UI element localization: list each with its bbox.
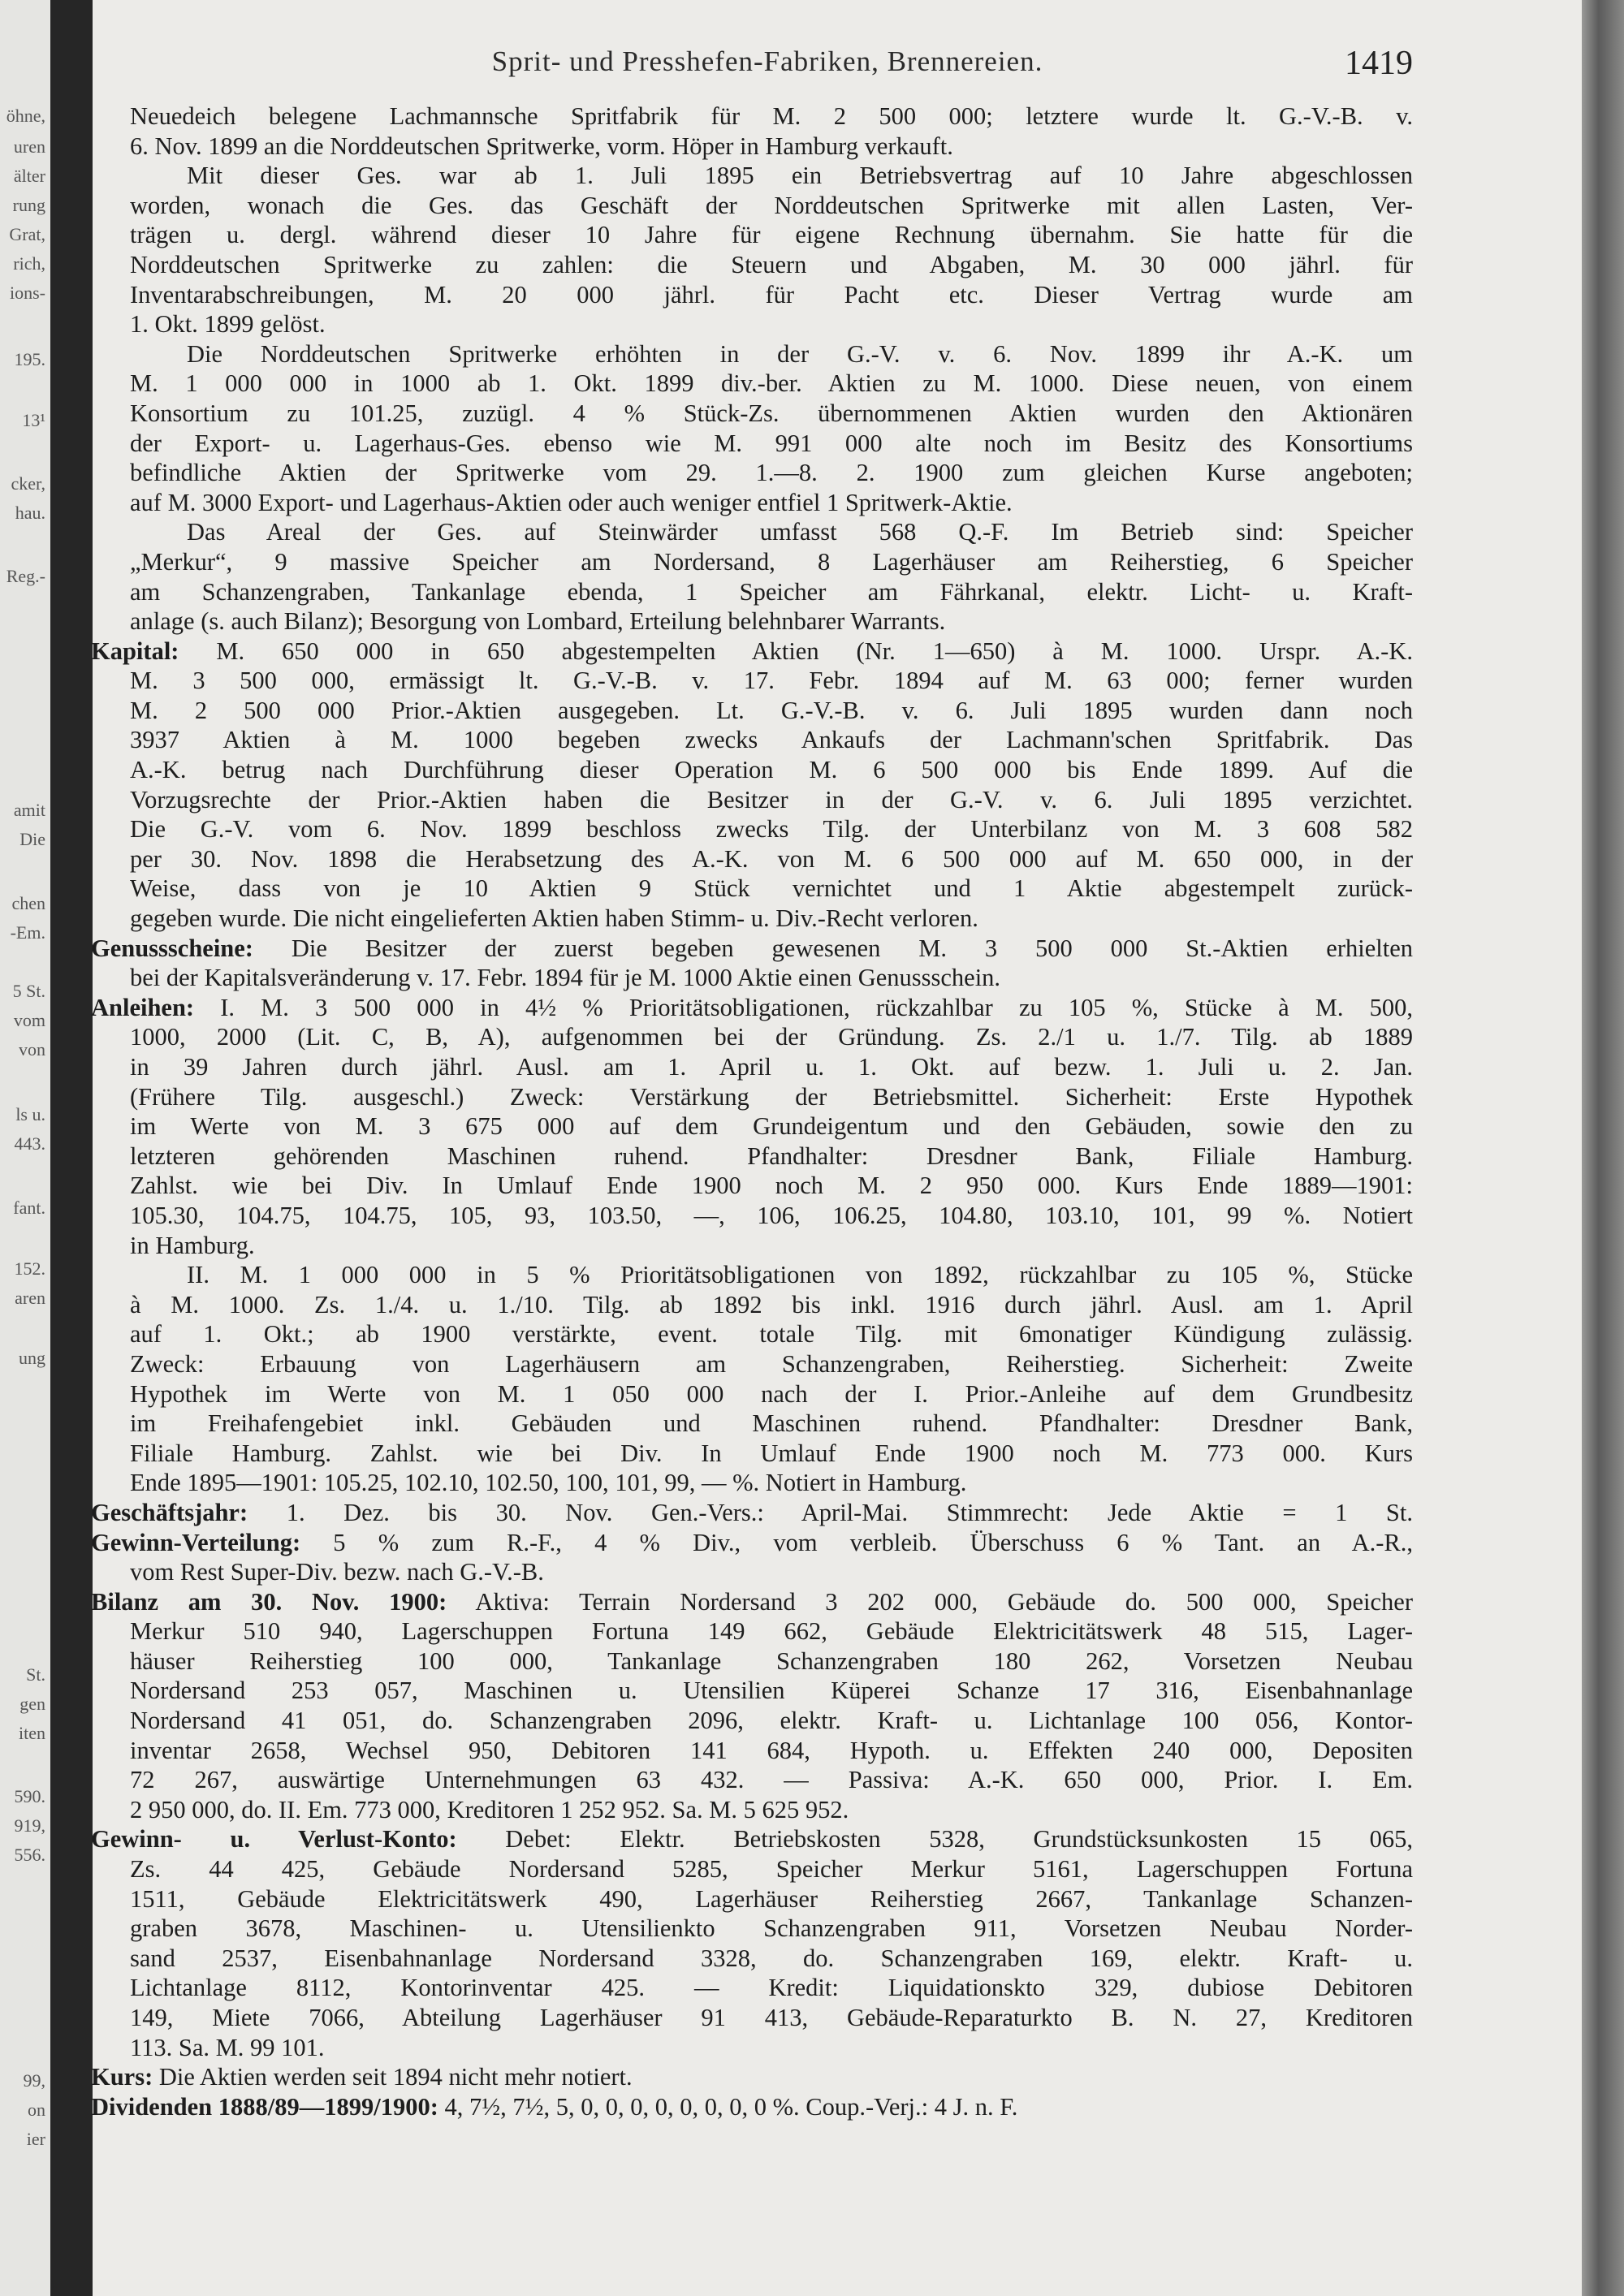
text-line bbox=[130, 309, 1413, 339]
text-line bbox=[130, 1260, 1413, 1290]
text-line bbox=[130, 785, 1413, 815]
line-text: häuser Reiherstieg 100 000, Tankanlage Schanzengraben 180 262, Vorsetzen Neubau bbox=[130, 1646, 1413, 1675]
text-line bbox=[130, 1142, 1413, 1172]
running-title: Sprit- und Presshefen-Fabriken, Brennereien. bbox=[491, 45, 1043, 77]
text-line bbox=[130, 696, 1413, 726]
text-line bbox=[130, 725, 1413, 755]
line-text: 3937 Aktien à M. 1000 begeben zwecks Ankaufs der Lachmann'schen Spritfabrik. Das bbox=[130, 726, 1413, 754]
margin-fragment: -Em. bbox=[10, 922, 45, 943]
line-text: letzteren gehörenden Maschinen ruhend. Pfandhalter: Dresdner Bank, Filiale Hamburg. bbox=[130, 1142, 1413, 1170]
text-line bbox=[130, 1795, 1413, 1825]
line-text: am Schanzengraben, Tankanlage ebenda, 1 Speicher am Fährkanal, elektr. Licht- u. Kraft- bbox=[130, 577, 1413, 606]
line-text: Das Areal der Ges. auf Steinwärder umfasst 568 Q.-F. Im Betrieb sind: Speicher bbox=[187, 518, 1413, 546]
text-line bbox=[130, 280, 1413, 310]
text-line bbox=[130, 1409, 1413, 1439]
line-text: Konsortium zu 101.25, zuzügl. 4 % Stück-Zs. übernommenen Aktien wurden den Aktionären bbox=[130, 399, 1413, 427]
line-text: worden, wonach die Ges. das Geschäft der Norddeutschen Spritwerke mit allen Lasten, Ver- bbox=[130, 191, 1413, 219]
line-text: sand 2537, Eisenbahnanlage Nordersand 3328, do. Schanzengraben 169, elektr. Kraft- u. bbox=[130, 1944, 1413, 1972]
text-line bbox=[130, 1884, 1413, 1914]
margin-fragment: chen bbox=[11, 893, 45, 913]
line-text: Die Aktien werden seit 1894 nicht mehr notiert. bbox=[153, 2063, 633, 2091]
text-line bbox=[130, 1676, 1413, 1706]
line-text: befindliche Aktien der Spritwerke vom 29. 1.—8. 2. 1900 zum gleichen Kurse angeboten; bbox=[130, 459, 1413, 487]
text-line bbox=[130, 488, 1413, 518]
text-line bbox=[130, 547, 1413, 577]
text-line bbox=[130, 1765, 1413, 1795]
line-text: per 30. Nov. 1898 die Herabsetzung des A.-K. von M. 6 500 000 auf M. 650 000, in der bbox=[130, 844, 1413, 873]
text-line bbox=[130, 1944, 1413, 1974]
line-text: I. M. 3 500 000 in 4½ % Prioritätsobligationen, rückzahlbar zu 105 %, Stücke à M. 500, bbox=[194, 993, 1413, 1021]
margin-fragment: ls u. bbox=[15, 1104, 45, 1124]
line-text: Hypothek im Werte von M. 1 050 000 nach der I. Prior.-Anleihe auf dem Grundbesitz bbox=[130, 1379, 1413, 1408]
line-text: gegeben wurde. Die nicht eingelieferten Aktien haben Stimm- u. Div.-Recht verloren. bbox=[130, 904, 978, 933]
text-line bbox=[130, 666, 1413, 696]
line-text: 2 950 000, do. II. Em. 773 000, Kreditoren 1 252 952. Sa. M. 5 625 952. bbox=[130, 1795, 849, 1823]
margin-fragment: von bbox=[19, 1039, 45, 1060]
line-text: 105.30, 104.75, 104.75, 105, 93, 103.50, —, 106, 106.25, 104.80, 103.10, 101, 99 %. Notiert bbox=[130, 1201, 1413, 1229]
section-heading-line bbox=[91, 2062, 1413, 2092]
page-edge-shadow bbox=[1582, 0, 1624, 2296]
line-text: im Werte von M. 3 675 000 auf dem Grundeigentum und den Gebäuden, sowie den zu bbox=[130, 1112, 1413, 1141]
margin-fragment: rung bbox=[12, 195, 45, 215]
margin-fragment: ung bbox=[19, 1348, 45, 1368]
text-line bbox=[130, 1349, 1413, 1379]
section-heading-line bbox=[91, 1498, 1413, 1528]
text-line bbox=[130, 191, 1413, 221]
section-keyword: Dividenden 1888/89—1899/1900: bbox=[91, 2092, 438, 2121]
section-keyword: Kurs: bbox=[91, 2063, 153, 2091]
margin-fragment: amit bbox=[13, 800, 45, 820]
line-text: (Frühere Tilg. ausgeschl.) Zweck: Verstärkung der Betriebsmittel. Sicherheit: Erste Hypothek bbox=[130, 1082, 1413, 1111]
book-gutter-shadow bbox=[50, 0, 93, 2296]
section-heading-line bbox=[91, 2092, 1413, 2122]
margin-fragment: 919, bbox=[14, 1815, 45, 1836]
margin-fragment: 195. bbox=[14, 349, 45, 369]
line-text: 1000, 2000 (Lit. C, B, A), aufgenommen bei der Gründung. Zs. 2./1 u. 1./7. Tilg. ab 1889 bbox=[130, 1023, 1413, 1051]
running-header bbox=[114, 45, 1421, 88]
line-text: im Freihafengebiet inkl. Gebäuden und Maschinen ruhend. Pfandhalter: Dresdner Bank, bbox=[130, 1409, 1413, 1438]
section-heading-line bbox=[91, 934, 1413, 964]
line-text: Weise, dass von je 10 Aktien 9 Stück vernichtet und 1 Aktie abgestempelt zurück- bbox=[130, 874, 1413, 903]
text-line bbox=[130, 1082, 1413, 1112]
line-text: auf 1. Okt.; ab 1900 verstärkte, event. totale Tilg. mit 6monatiger Kündigung zulässig. bbox=[130, 1320, 1413, 1349]
text-line bbox=[130, 1557, 1413, 1587]
line-text: Neuedeich belegene Lachmannsche Spritfabrik für M. 2 500 000; letztere wurde lt. G.-V.-B. v. bbox=[130, 102, 1413, 130]
line-text: anlage (s. auch Bilanz); Besorgung von Lombard, Erteilung belehnbarer Warrants. bbox=[130, 607, 946, 636]
margin-fragment: 152. bbox=[14, 1258, 45, 1279]
page-number: 1419 bbox=[1345, 45, 1413, 82]
section-keyword: Gewinn- u. Verlust-Konto: bbox=[91, 1825, 457, 1854]
margin-fragment: 590. bbox=[14, 1786, 45, 1806]
line-text: A.-K. betrug nach Durchführung dieser Operation M. 6 500 000 bis Ende 1899. Auf die bbox=[130, 756, 1413, 784]
line-text: 149, Miete 7066, Abteilung Lagerhäuser 91 413, Gebäude-Reparaturkto B. N. 27, Kreditoren bbox=[130, 2004, 1413, 2031]
text-line bbox=[130, 1914, 1413, 1944]
line-text: graben 3678, Maschinen- u. Utensilienkto Schanzengraben 911, Vorsetzen Neubau Norder- bbox=[130, 1914, 1413, 1943]
text-line bbox=[130, 844, 1413, 874]
margin-fragment: 99, bbox=[23, 2070, 45, 2091]
line-text: II. M. 1 000 000 in 5 % Prioritätsobligationen von 1892, rückzahlbar zu 105 %, Stücke bbox=[187, 1261, 1413, 1289]
text-line bbox=[130, 220, 1413, 250]
margin-fragment: St. bbox=[26, 1664, 45, 1685]
margin-fragment: Grat, bbox=[9, 224, 45, 244]
text-line bbox=[130, 874, 1413, 904]
line-text: vom Rest Super-Div. bezw. nach G.-V.-B. bbox=[130, 1558, 544, 1586]
text-line bbox=[130, 2033, 1413, 2063]
text-line bbox=[130, 1616, 1413, 1646]
text-line bbox=[130, 963, 1413, 993]
margin-fragment: gen bbox=[19, 1694, 45, 1714]
line-text: Mit dieser Ges. war ab 1. Juli 1895 ein Betriebsvertrag auf 10 Jahre abgeschlossen bbox=[187, 162, 1413, 190]
margin-fragment: älter bbox=[13, 166, 45, 186]
margin-fragment: 443. bbox=[14, 1133, 45, 1154]
text-line bbox=[130, 1646, 1413, 1677]
text-line bbox=[130, 577, 1413, 607]
article-body bbox=[91, 101, 1413, 2121]
text-line bbox=[130, 1231, 1413, 1261]
line-text: 1. Dez. bis 30. Nov. Gen.-Vers.: April-Mai. Stimmrecht: Jede Aktie = 1 St. bbox=[248, 1498, 1413, 1526]
section-heading-line bbox=[91, 637, 1413, 667]
text-line bbox=[130, 1973, 1413, 2003]
margin-fragment: uren bbox=[13, 136, 45, 157]
text-line bbox=[130, 1706, 1413, 1736]
line-text: Aktiva: Terrain Nordersand 3 202 000, Gebäude do. 500 000, Speicher bbox=[447, 1587, 1413, 1616]
margin-fragment: on bbox=[28, 2100, 45, 2120]
line-text: auf M. 3000 Export- und Lagerhaus-Aktien oder auch weniger entfiel 1 Spritwerk-Aktie. bbox=[130, 488, 1013, 516]
line-text: bei der Kapitalsveränderung v. 17. Febr. 1894 für je M. 1000 Aktie einen Genussschein. bbox=[130, 964, 1001, 992]
margin-fragment: hau. bbox=[15, 503, 45, 523]
line-text: Nordersand 41 051, do. Schanzengraben 2096, elektr. Kraft- u. Lichtanlage 100 056, Kontor- bbox=[130, 1707, 1413, 1735]
text-line bbox=[130, 1201, 1413, 1231]
text-line bbox=[130, 369, 1413, 399]
section-heading-line bbox=[91, 993, 1413, 1023]
line-text: 4, 7½, 7½, 5, 0, 0, 0, 0, 0, 0, 0, 0 %. Coup.-Verj.: 4 J. n. F. bbox=[438, 2092, 1018, 2121]
text-line bbox=[130, 1052, 1413, 1082]
text-line bbox=[130, 517, 1413, 547]
line-text: Filiale Hamburg. Zahlst. wie bei Div. In Umlauf Ende 1900 noch M. 773 000. Kurs bbox=[130, 1439, 1413, 1467]
text-line bbox=[130, 1319, 1413, 1349]
line-text: M. 3 500 000, ermässigt lt. G.-V.-B. v. 17. Febr. 1894 auf M. 63 000; ferner wurden bbox=[130, 667, 1413, 695]
line-text: Norddeutschen Spritwerke zu zahlen: die Steuern und Abgaben, M. 30 000 jährl. für bbox=[130, 250, 1413, 278]
margin-fragment: Die bbox=[19, 829, 45, 849]
margin-fragment: 13¹ bbox=[22, 410, 45, 430]
section-keyword: Geschäftsjahr: bbox=[91, 1498, 248, 1526]
line-text: Ende 1895—1901: 105.25, 102.10, 102.50, 100, 101, 99, — %. Notiert in Hamburg. bbox=[130, 1469, 967, 1497]
line-text: Lichtanlage 8112, Kontorinventar 425. — Kredit: Liquidationskto 329, dubiose Debitoren bbox=[130, 1974, 1413, 2002]
line-text: Zahlst. wie bei Div. In Umlauf Ende 1900 noch M. 2 950 000. Kurs Ende 1889—1901: bbox=[130, 1172, 1413, 1200]
margin-fragment: rich, bbox=[13, 253, 45, 274]
text-line bbox=[130, 101, 1413, 132]
line-text: Nordersand 253 057, Maschinen u. Utensilien Küperei Schanze 17 316, Eisenbahnanlage bbox=[130, 1677, 1413, 1705]
text-line bbox=[130, 1379, 1413, 1409]
line-text: Die G.-V. vom 6. Nov. 1899 beschloss zwecks Tilg. der Unterbilanz von M. 3 608 582 bbox=[130, 815, 1413, 844]
line-text: trägen u. dergl. während dieser 10 Jahre für eigene Rechnung übernahm. Sie hatte für die bbox=[130, 221, 1413, 249]
text-line bbox=[130, 1439, 1413, 1469]
text-line bbox=[130, 161, 1413, 191]
line-text: Zs. 44 425, Gebäude Nordersand 5285, Speicher Merkur 5161, Lagerschuppen Fortuna bbox=[130, 1855, 1413, 1884]
margin-fragment: 556. bbox=[14, 1845, 45, 1865]
margin-fragment: cker, bbox=[11, 473, 45, 494]
line-text: M. 2 500 000 Prior.-Aktien ausgegeben. Lt. G.-V.-B. v. 6. Juli 1895 wurden dann noch bbox=[130, 696, 1413, 724]
line-text: M. 650 000 in 650 abgestempelten Aktien (Nr. 1—650) à M. 1000. Urspr. A.-K. bbox=[179, 637, 1413, 665]
line-text: 6. Nov. 1899 an die Norddeutschen Spritwerke, vorm. Höper in Hamburg verkauft. bbox=[130, 132, 953, 160]
margin-fragment: fant. bbox=[13, 1198, 45, 1218]
text-line bbox=[130, 339, 1413, 369]
text-line bbox=[130, 1736, 1413, 1766]
margin-fragment: ions- bbox=[10, 283, 45, 303]
line-text: inventar 2658, Wechsel 950, Debitoren 141 684, Hypoth. u. Effekten 240 000, Depositen bbox=[130, 1736, 1413, 1764]
line-text: Die Norddeutschen Spritwerke erhöhten in der G.-V. v. 6. Nov. 1899 ihr A.-K. um bbox=[187, 339, 1413, 368]
section-keyword: Anleihen: bbox=[91, 993, 195, 1021]
text-line bbox=[130, 458, 1413, 488]
line-text: 1. Okt. 1899 gelöst. bbox=[130, 310, 326, 339]
line-text: in 39 Jahren durch jährl. Ausl. am 1. April u. 1. Okt. auf bezw. 1. Juli u. 2. Jan. bbox=[130, 1053, 1413, 1081]
section-keyword: Gewinn-Verteilung: bbox=[91, 1528, 301, 1556]
section-heading-line bbox=[91, 1824, 1413, 1854]
line-text: in Hamburg. bbox=[130, 1231, 255, 1259]
section-keyword: Kapital: bbox=[91, 637, 179, 665]
line-text: M. 1 000 000 in 1000 ab 1. Okt. 1899 div.-ber. Aktien zu M. 1000. Diese neuen, von einem bbox=[130, 369, 1413, 398]
section-heading-line bbox=[91, 1587, 1413, 1617]
text-line bbox=[130, 1111, 1413, 1142]
margin-fragment: aren bbox=[15, 1288, 45, 1308]
text-line bbox=[130, 132, 1413, 162]
text-line bbox=[130, 1290, 1413, 1320]
line-text: Zweck: Erbauung von Lagerhäusern am Schanzengraben, Reiherstieg. Sicherheit: Zweite bbox=[130, 1349, 1413, 1378]
text-line bbox=[130, 1022, 1413, 1052]
text-line bbox=[130, 399, 1413, 429]
text-line bbox=[130, 1854, 1413, 1884]
section-keyword: Bilanz am 30. Nov. 1900: bbox=[91, 1587, 447, 1616]
line-text: Vorzugsrechte der Prior.-Aktien haben die Besitzer in der G.-V. v. 6. Juli 1895 verzichtet. bbox=[130, 785, 1413, 814]
margin-fragment: öhne, bbox=[6, 106, 45, 126]
section-keyword: Genussscheine: bbox=[91, 934, 253, 962]
line-text: „Merkur“, 9 massive Speicher am Nordersand, 8 Lagerhäuser am Reiherstieg, 6 Speicher bbox=[130, 547, 1413, 576]
line-text: 5 % zum R.-F., 4 % Div., vom verbleib. Überschuss 6 % Tant. an A.-R., bbox=[300, 1528, 1413, 1556]
margin-fragment: Reg.- bbox=[6, 566, 45, 586]
line-text: Merkur 510 940, Lagerschuppen Fortuna 149 662, Gebäude Elektricitätswerk 48 515, Lager- bbox=[130, 1617, 1413, 1646]
text-line bbox=[130, 814, 1413, 844]
text-line bbox=[130, 1171, 1413, 1201]
text-line bbox=[130, 429, 1413, 459]
text-line bbox=[130, 2003, 1413, 2033]
margin-fragment: vom bbox=[13, 1010, 45, 1030]
line-text: 72 267, auswärtige Unternehmungen 63 432. — Passiva: A.-K. 650 000, Prior. I. Em. bbox=[130, 1766, 1413, 1794]
line-text: 113. Sa. M. 99 101. bbox=[130, 2033, 325, 2061]
margin-fragment: 5 St. bbox=[12, 981, 45, 1001]
line-text: der Export- u. Lagerhaus-Ges. ebenso wie M. 991 000 alte noch im Besitz des Konsortiums bbox=[130, 429, 1413, 457]
line-text: 1511, Gebäude Elektricitätswerk 490, Lagerhäuser Reiherstieg 2667, Tankanlage Schanzen- bbox=[130, 1884, 1413, 1913]
line-text: à M. 1000. Zs. 1./4. u. 1./10. Tilg. ab 1892 bis inkl. 1916 durch jährl. Ausl. am 1. April bbox=[130, 1290, 1413, 1318]
line-text: Die Besitzer der zuerst begeben gewesenen M. 3 500 000 St.-Aktien erhielten bbox=[253, 934, 1413, 962]
text-line bbox=[130, 250, 1413, 280]
section-heading-line bbox=[91, 1528, 1413, 1558]
margin-fragment: ier bbox=[26, 2129, 45, 2149]
line-text: Inventarabschreibungen, M. 20 000 jährl. für Pacht etc. Dieser Vertrag wurde am bbox=[130, 280, 1413, 309]
text-line bbox=[130, 1468, 1413, 1498]
margin-fragment: iten bbox=[19, 1723, 45, 1743]
text-line bbox=[130, 904, 1413, 934]
adjacent-page-margin bbox=[0, 0, 50, 2296]
text-line bbox=[130, 606, 1413, 637]
text-line bbox=[130, 755, 1413, 785]
line-text: Debet: Elektr. Betriebskosten 5328, Grundstücksunkosten 15 065, bbox=[456, 1825, 1413, 1854]
